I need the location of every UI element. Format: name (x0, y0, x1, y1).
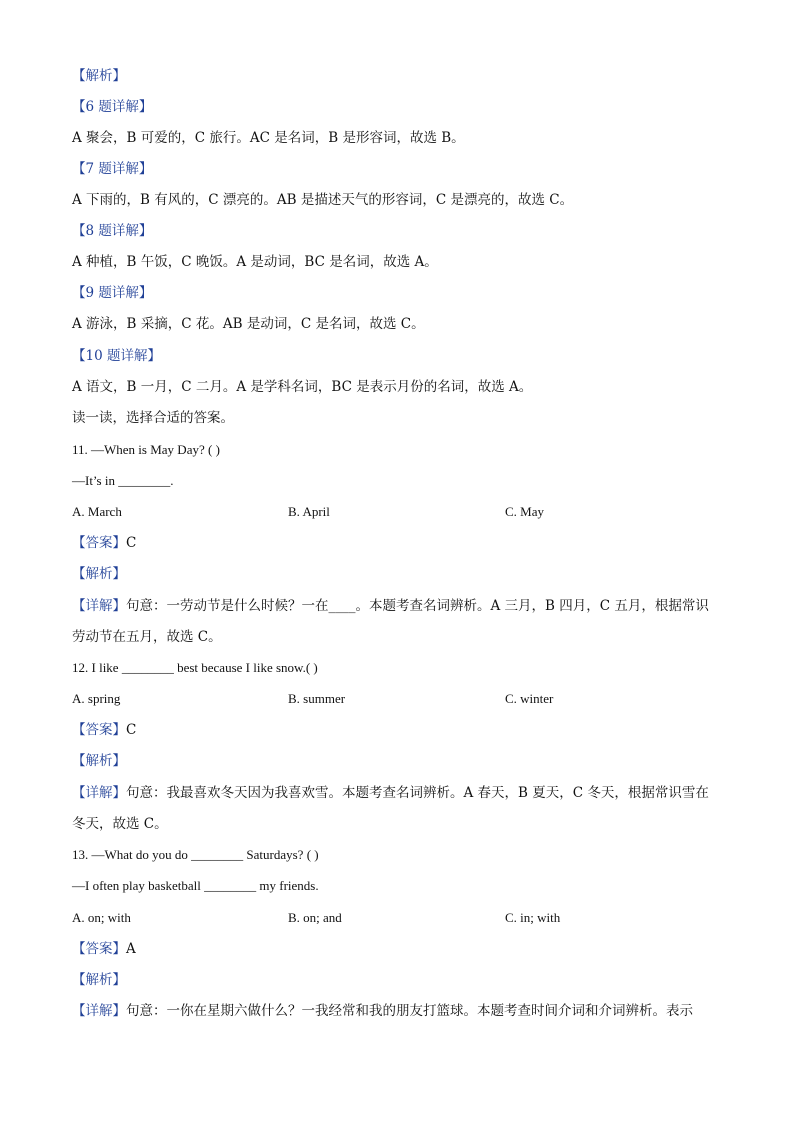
q7-detail-heading: 【7 题详解】 (72, 161, 153, 177)
q12-analysis-heading: 【解析】 (72, 753, 126, 769)
q6-detail-text: A 聚会，B 可爱的，C 旅行。AC 是名词，B 是形容词，故选 B。 (72, 130, 465, 146)
q11-stem: 11. —When is May Day? ( ) (72, 442, 220, 457)
q13-option-c: C. in; with (505, 910, 561, 925)
q13-option-b: B. on; and (288, 910, 342, 925)
answer-label: 【答案】 (72, 535, 126, 551)
q13-detail (72, 1001, 693, 1021)
q12-answer (72, 720, 136, 740)
q10-detail-heading: 【10 题详解】 (72, 348, 161, 364)
answer-value: C (126, 535, 137, 551)
q8-detail-text: A 种植，B 午饭，C 晚饭。A 是动词，BC 是名词，故选 A。 (72, 254, 438, 270)
q11-detail (72, 591, 718, 653)
q6-detail-heading: 【6 题详解】 (72, 99, 153, 115)
q11-answer (72, 533, 136, 553)
q9-detail-text: A 游泳，B 采摘，C 花。AB 是动词，C 是名词，故选 C。 (72, 316, 425, 332)
detail-label: 【详解】 (72, 785, 126, 801)
detail-text: 句意：我最喜欢冬天因为我喜欢雪。本题考查名词辨析。A 春天，B 夏天，C 冬天，根据常识雪在冬天，故选 C。 (72, 785, 709, 832)
q13-stem: 13. —What do you do ________ Saturdays? ( ) (72, 847, 319, 862)
q9-detail-heading: 【9 题详解】 (72, 285, 153, 301)
q10-detail-text: A 语文，B 一月，C 二月。A 是学科名词，BC 是表示月份的名词，故选 A。 (72, 379, 533, 395)
q12-option-c: C. winter (505, 691, 554, 706)
q12-option-b: B. summer (288, 691, 346, 706)
q7-detail-text: A 下雨的，B 有风的，C 漂亮的。AB 是描述天气的形容词，C 是漂亮的，故选 C。 (72, 192, 574, 208)
section-instruction: 读一读，选择合适的答案。 (72, 410, 234, 426)
detail-label: 【详解】 (72, 598, 126, 614)
analysis-heading: 【解析】 (72, 68, 126, 84)
q11-option-b: B. April (288, 504, 330, 519)
q12-option-a: A. spring (72, 691, 121, 706)
answer-value: A (126, 941, 136, 957)
q11-answer-line: —It’s in ________. (72, 473, 174, 488)
q13-answer-line: —I often play basketball ________ my friends. (72, 878, 319, 893)
detail-text: 句意：一劳动节是什么时候？一在____。本题考查名词辨析。A 三月，B 四月，C 五月，根据常识劳动节在五月，故选 C。 (72, 598, 709, 645)
q13-analysis-heading: 【解析】 (72, 972, 126, 988)
q8-detail-heading: 【8 题详解】 (72, 223, 153, 239)
answer-label: 【答案】 (72, 941, 126, 957)
answer-label: 【答案】 (72, 722, 126, 738)
q11-analysis-heading: 【解析】 (72, 566, 126, 582)
q13-answer (72, 939, 136, 959)
detail-label: 【详解】 (72, 1003, 126, 1019)
q12-detail (72, 778, 718, 840)
detail-text: 句意：一你在星期六做什么？一我经常和我的朋友打篮球。本题考查时间介词和介词辨析。表示 (126, 1003, 693, 1019)
q13-option-a: A. on; with (72, 910, 131, 925)
q11-option-c: C. May (505, 504, 544, 519)
answer-value: C (126, 722, 137, 738)
q11-option-a: A. March (72, 504, 122, 519)
q12-stem: 12. I like ________ best because I like snow.( ) (72, 660, 318, 675)
